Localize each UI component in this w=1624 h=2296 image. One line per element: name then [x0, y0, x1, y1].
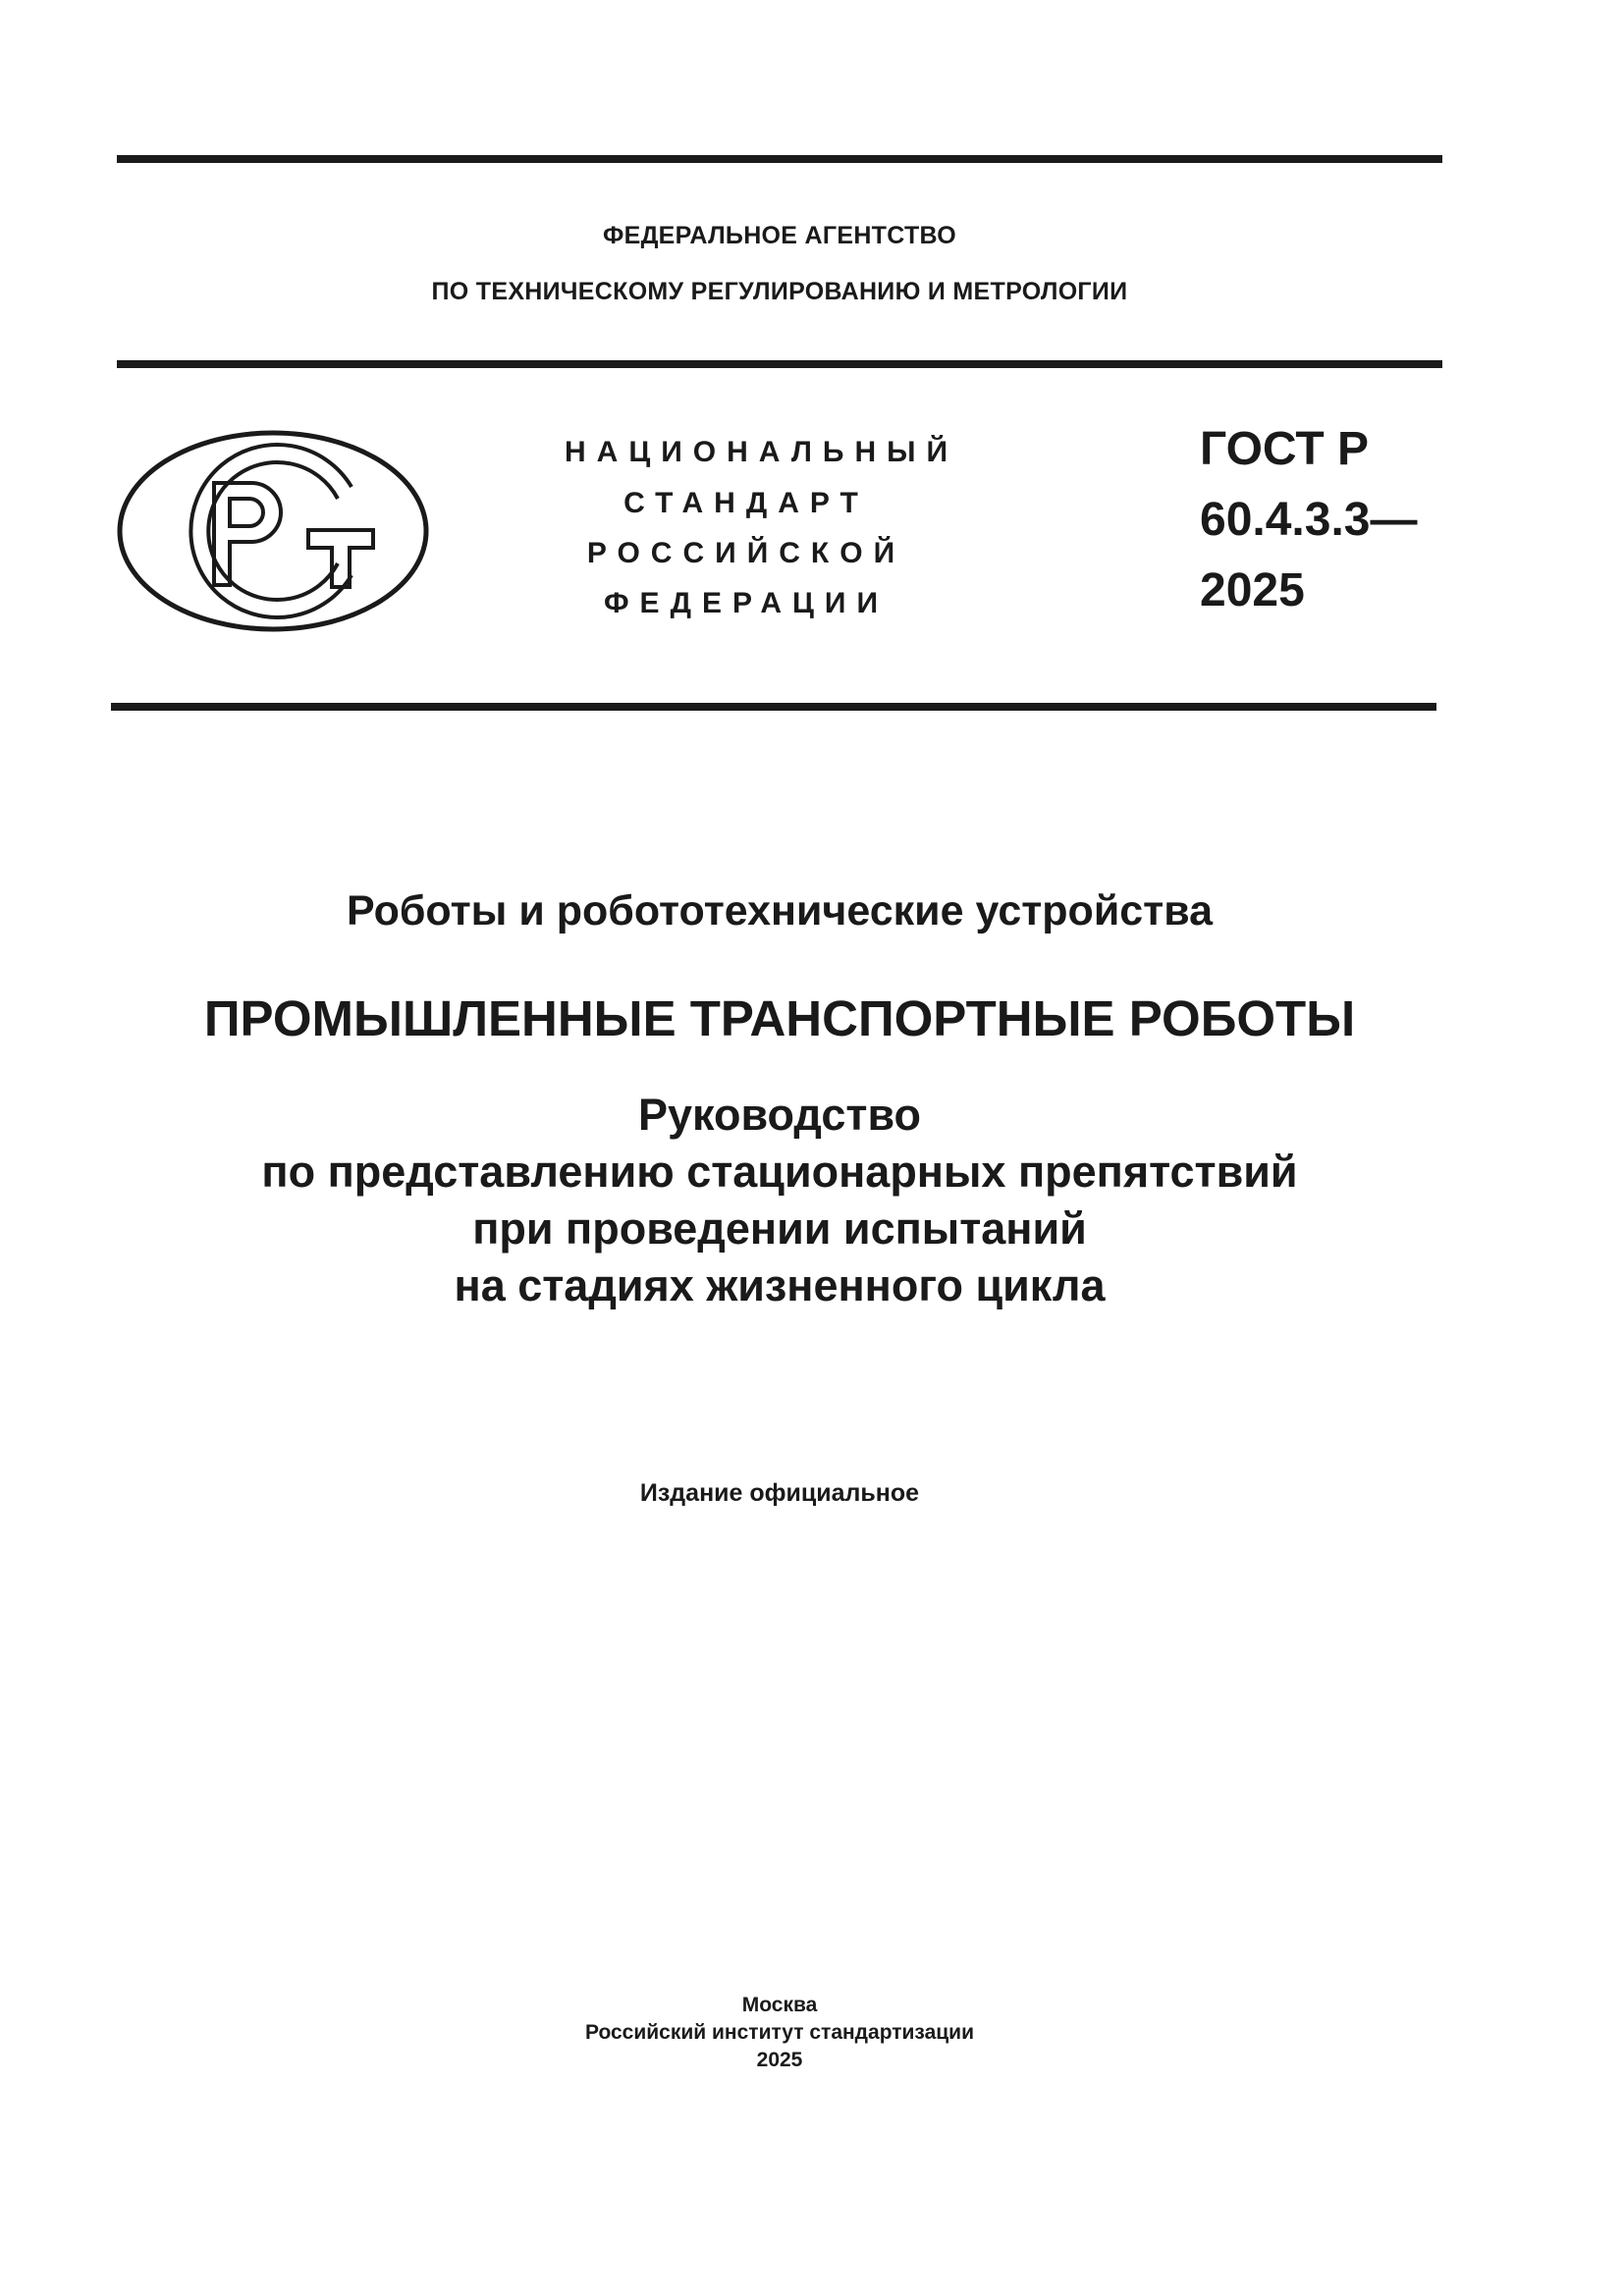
- standard-type-line-2: СТАНДАРТ: [623, 487, 869, 519]
- document-guide-line-1: Руководство: [637, 1090, 922, 1140]
- publication-year: 2025: [756, 2049, 803, 2071]
- header-rule: [117, 360, 1442, 368]
- top-rule: [117, 155, 1442, 163]
- standard-type-line-1: НАЦИОНАЛЬНЫЙ: [565, 436, 959, 468]
- title-rule: [111, 703, 1436, 711]
- designation-line-2: 60.4.3.3—: [1200, 494, 1418, 546]
- rst-logo-icon: [116, 428, 430, 634]
- edition-label: Издание официальное: [639, 1479, 920, 1507]
- agency-line-2: ПО ТЕХНИЧЕСКОМУ РЕГУЛИРОВАНИЮ И МЕТРОЛОГИИ: [431, 278, 1128, 305]
- document-guide-line-2: по представлению стационарных препятствий: [261, 1147, 1298, 1197]
- agency-line-1: ФЕДЕРАЛЬНОЕ АГЕНТСТВО: [602, 222, 957, 249]
- standard-type-line-3: РОССИЙСКОЙ: [586, 537, 906, 569]
- standard-type-line-4: ФЕДЕРАЦИИ: [603, 587, 890, 619]
- designation-line-3: 2025: [1200, 564, 1305, 616]
- document-guide-line-4: на стадиях жизненного цикла: [454, 1260, 1106, 1310]
- document-subject: Роботы и робототехнические устройства: [346, 887, 1214, 934]
- document-guide-line-3: при проведении испытаний: [472, 1203, 1087, 1254]
- designation-line-1: ГОСТ Р: [1200, 423, 1370, 475]
- publisher-name: Российский институт стандартизации: [584, 2021, 975, 2044]
- publisher-city: Москва: [741, 1994, 818, 2016]
- document-main-title: ПРОМЫШЛЕННЫЕ ТРАНСПОРТНЫЕ РОБОТЫ: [203, 990, 1356, 1046]
